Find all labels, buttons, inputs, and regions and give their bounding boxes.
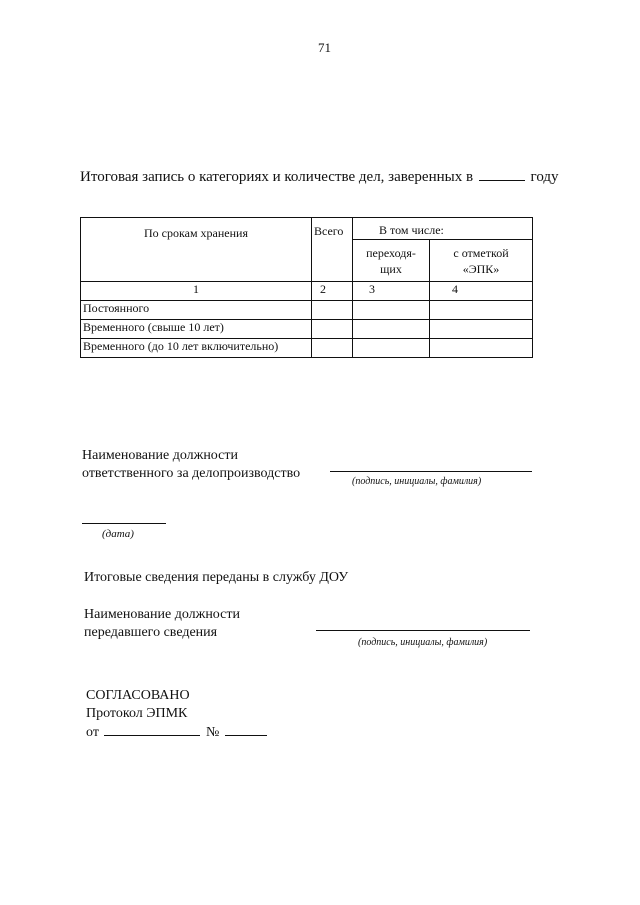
table-cell xyxy=(353,339,430,358)
date-line xyxy=(82,523,166,524)
table-cell xyxy=(312,301,353,320)
responsible-label: Наименование должности ответственного за делопроизводство xyxy=(82,448,301,481)
col-number-4: 4 xyxy=(430,282,533,301)
col-number-1: 1 xyxy=(81,282,312,301)
protocol-date-blank xyxy=(104,723,200,736)
protocol-number-blank xyxy=(225,723,267,736)
row-temporary-upto-10: Временного (до 10 лет включительно) xyxy=(81,339,312,358)
approval-title: СОГЛАСОВАНО xyxy=(86,688,190,703)
table-cell xyxy=(312,320,353,339)
table-cell xyxy=(430,339,533,358)
approval-from-line: от № xyxy=(86,723,269,742)
transmitter-label: Наименование должности передавшего сведения xyxy=(84,607,240,640)
header-epk: с отметкой «ЭПК» xyxy=(430,240,533,282)
approval-protocol: Протокол ЭПМК xyxy=(86,706,188,721)
header-storage: По срокам хранения xyxy=(81,218,312,282)
table-cell xyxy=(312,339,353,358)
table-cell xyxy=(353,301,430,320)
responsible-caption: (подпись, инициалы, фамилия) xyxy=(352,476,482,487)
transmitter-caption: (подпись, инициалы, фамилия) xyxy=(358,637,488,648)
transmitter-signature-line xyxy=(316,630,530,631)
table-cell xyxy=(430,301,533,320)
summary-prefix: Итоговая запись о категориях и количестве дел, заверенных в xyxy=(80,169,474,185)
year-blank xyxy=(479,168,525,181)
summary-title xyxy=(80,168,559,186)
cases-table xyxy=(80,217,533,358)
table-cell xyxy=(430,320,533,339)
approval-block xyxy=(86,687,269,742)
summary-suffix: году xyxy=(530,169,559,185)
page-number: 71 xyxy=(318,40,331,55)
header-total: Всего xyxy=(312,218,353,282)
table-cell xyxy=(353,320,430,339)
transferred-text: Итоговые сведения переданы в службу ДОУ xyxy=(84,570,349,585)
date-caption: (дата) xyxy=(102,528,134,540)
row-temporary-over-10: Временного (свыше 10 лет) xyxy=(81,320,312,339)
header-transit: переходя- щих xyxy=(353,240,430,282)
col-number-2: 2 xyxy=(312,282,353,301)
row-permanent: Постоянного xyxy=(81,301,312,320)
col-number-3: 3 xyxy=(353,282,430,301)
header-including: В том числе: xyxy=(353,218,533,240)
responsible-signature-line xyxy=(330,471,532,472)
